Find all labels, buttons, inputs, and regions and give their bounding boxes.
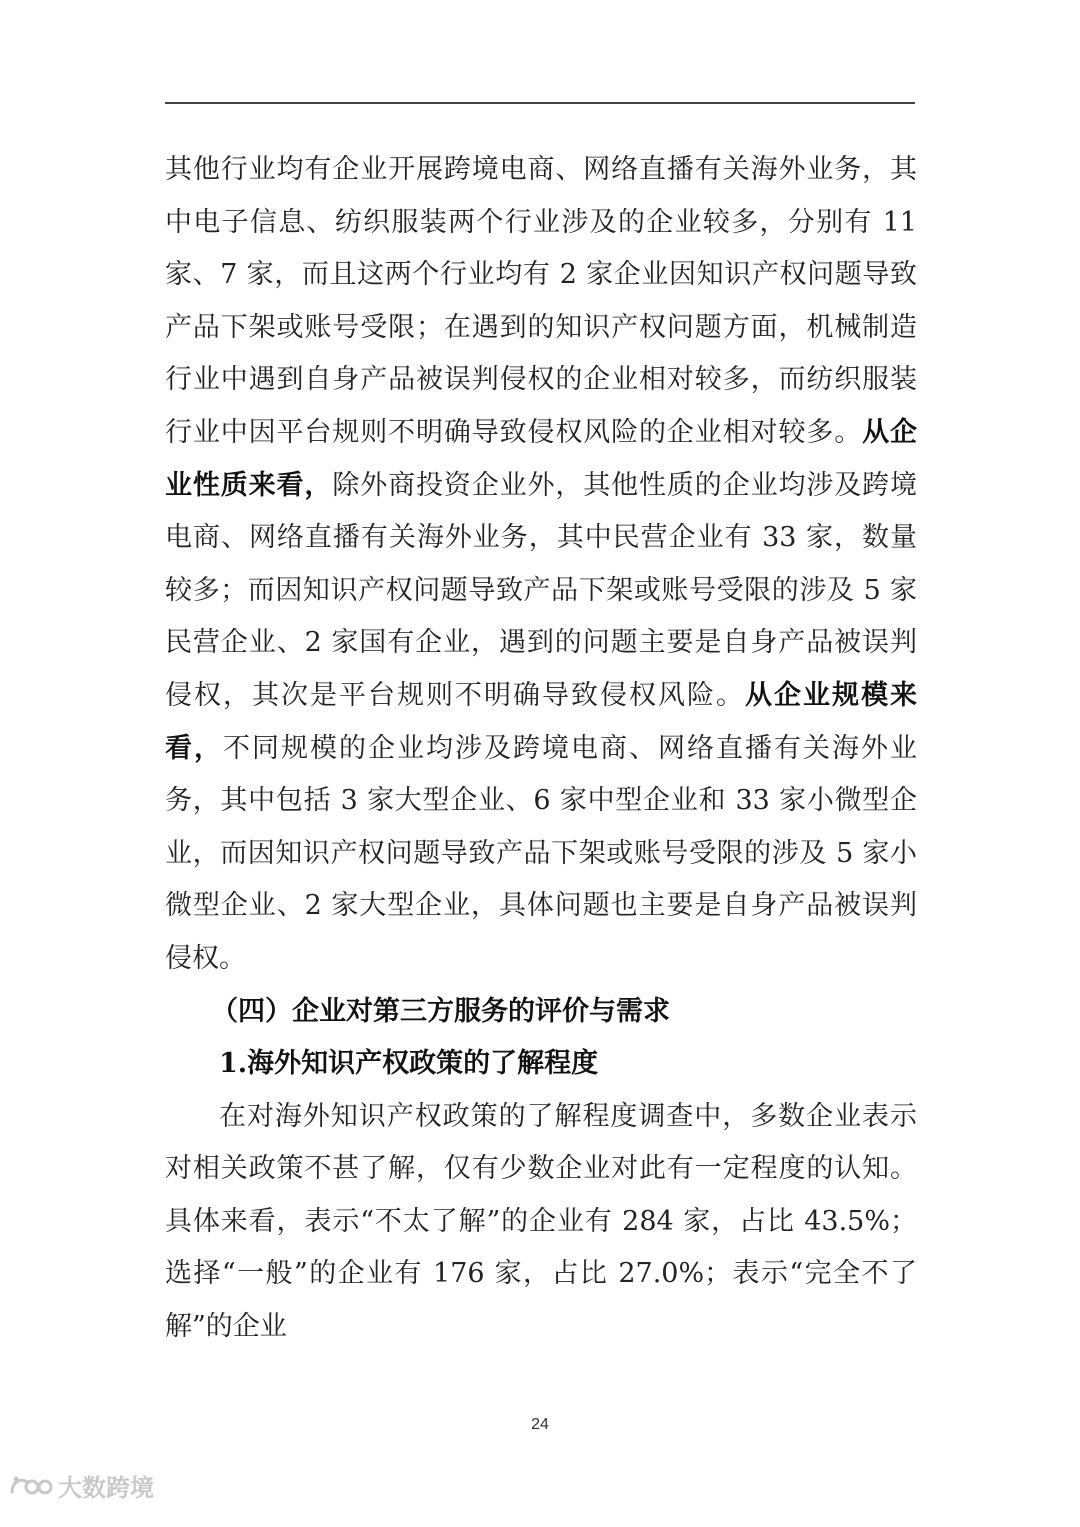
paragraph-text: 除外商投资企业外，其他性质的企业均涉及跨境电商、网络直播有关海外业务，其中民营企业有 33 家，数量较多；而因知识产权问题导致产品下架或账号受限的涉及 5 家民营企业、2 家国有企业，遇到的问题主要是自身产品被误判侵权，其次是平台规则不明确导致侵权风险。 xyxy=(165,469,918,711)
subsection-heading: 1.海外知识产权政策的了解程度 xyxy=(219,1048,599,1080)
paragraph-text: 不同规模的企业均涉及跨境电商、网络直播有关海外业务，其中包括 3 家大型企业、6 家中型企业和 33 家小微型企业，而因知识产权问题导致产品下架或账号受限的涉及 5 家小微型企业、2 家大型企业，具体问题也主要是自身产品被误判侵权。 xyxy=(165,732,917,974)
brand-logo-icon xyxy=(8,1471,54,1501)
watermark-text: 大数跨境 xyxy=(58,1474,154,1502)
bold-lead-enterprise-nature: 从企业性质来看， xyxy=(165,416,918,501)
header-rule xyxy=(165,102,915,104)
paragraph-text: 其他行业均有企业开展跨境电商、网络直播有关海外业务，其中电子信息、纺织服装两个行业涉及的企业较多，分别有 11 家、7 家，而且这两个行业均有 2 家企业因知识产权问题导致产品下架或账号受限；在遇到的知识产权问题方面，机械制造行业中遇到自身产品被误判侵权的企业相对较多，而纺织服装行业中因平台规则不明确导致侵权风险的企业相对较多。 xyxy=(165,154,917,448)
paragraph-industry-nature-scale xyxy=(165,144,917,986)
bold-lead-enterprise-scale: 从企业规模来看， xyxy=(165,679,917,764)
paragraph-policy-awareness: 在对海外知识产权政策的了解程度调查中，多数企业表示对相关政策不甚了解，仅有少数企业对此有一定程度的认知。具体来看，表示“不太了解”的企业有 284 家，占比 43.5%；选择“一般”的企业有 176 家，占比 27.0%；表示“完全不了解”的企业 xyxy=(165,1100,917,1343)
page-number: 24 xyxy=(531,1416,549,1433)
watermark xyxy=(8,1468,154,1503)
section-heading: （四）企业对第三方服务的评价与需求 xyxy=(211,995,670,1027)
body-text xyxy=(165,144,917,1354)
